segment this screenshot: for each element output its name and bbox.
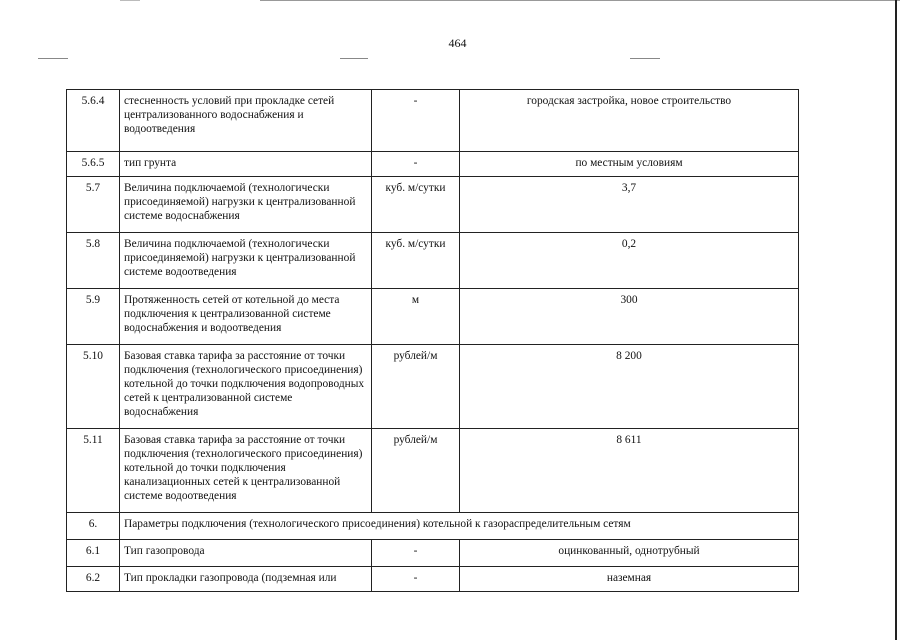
- scan-artifact-top-left: [120, 0, 140, 1]
- section-number: 6.: [67, 513, 120, 540]
- row-parameter: Тип прокладки газопровода (подземная или: [120, 567, 372, 592]
- row-unit: рублей/м: [372, 429, 460, 513]
- table-row: [67, 289, 799, 345]
- row-parameter: Протяженность сетей от котельной до места подключения к централизованной системе водоснабжения и водоотведения: [120, 289, 372, 345]
- row-number: 5.7: [67, 177, 120, 233]
- row-value: 3,7: [460, 177, 799, 233]
- parameters-table: [66, 89, 799, 592]
- scan-edge-right: [895, 0, 897, 640]
- page-number: 464: [448, 36, 467, 50]
- row-number: 5.8: [67, 233, 120, 289]
- row-value: 300: [460, 289, 799, 345]
- table-row: [67, 429, 799, 513]
- table-row: [67, 540, 799, 567]
- row-value: по местным условиям: [460, 152, 799, 177]
- row-parameter: Величина подключаемой (технологически присоединяемой) нагрузки к централизованной системе водоснабжения: [120, 177, 372, 233]
- row-value: городская застройка, новое строительство: [460, 90, 799, 152]
- row-value: 8 200: [460, 345, 799, 429]
- row-number: 5.10: [67, 345, 120, 429]
- section-row: [67, 513, 799, 540]
- scan-speck: [630, 58, 660, 59]
- row-number: 5.11: [67, 429, 120, 513]
- row-number: 6.2: [67, 567, 120, 592]
- section-title: Параметры подключения (технологического присоединения) котельной к газораспределительным сетям: [120, 513, 799, 540]
- table-row: [67, 152, 799, 177]
- row-parameter: тип грунта: [120, 152, 372, 177]
- row-number: 5.6.4: [67, 90, 120, 152]
- row-value: 0,2: [460, 233, 799, 289]
- row-unit: куб. м/сутки: [372, 233, 460, 289]
- row-parameter: стесненность условий при прокладке сетей централизованного водоснабжения и водоотведения: [120, 90, 372, 152]
- row-number: 5.9: [67, 289, 120, 345]
- row-parameter: Базовая ставка тарифа за расстояние от точки подключения (технологического присоединения) котельной до точки подключения водопроводных сетей к централизованной системе водоснабжения: [120, 345, 372, 429]
- row-parameter: Тип газопровода: [120, 540, 372, 567]
- table-row: [67, 567, 799, 592]
- row-unit: -: [372, 567, 460, 592]
- table-row: [67, 233, 799, 289]
- row-value: оцинкованный, однотрубный: [460, 540, 799, 567]
- table-row: [67, 345, 799, 429]
- table-row: [67, 177, 799, 233]
- row-value: наземная: [460, 567, 799, 592]
- row-unit: рублей/м: [372, 345, 460, 429]
- row-number: 5.6.5: [67, 152, 120, 177]
- scan-speck: [340, 58, 368, 59]
- row-unit: куб. м/сутки: [372, 177, 460, 233]
- row-unit: -: [372, 152, 460, 177]
- scan-artifact-top: [260, 0, 900, 1]
- scan-speck: [38, 58, 68, 59]
- row-unit: -: [372, 540, 460, 567]
- row-parameter: Величина подключаемой (технологически присоединяемой) нагрузки к централизованной системе водоотведения: [120, 233, 372, 289]
- row-value: 8 611: [460, 429, 799, 513]
- row-parameter: Базовая ставка тарифа за расстояние от точки подключения (технологического присоединения) котельной до точки подключения канализационных сетей к централизованной системе водоотведения: [120, 429, 372, 513]
- row-number: 6.1: [67, 540, 120, 567]
- row-unit: м: [372, 289, 460, 345]
- row-unit: -: [372, 90, 460, 152]
- table-row: [67, 90, 799, 152]
